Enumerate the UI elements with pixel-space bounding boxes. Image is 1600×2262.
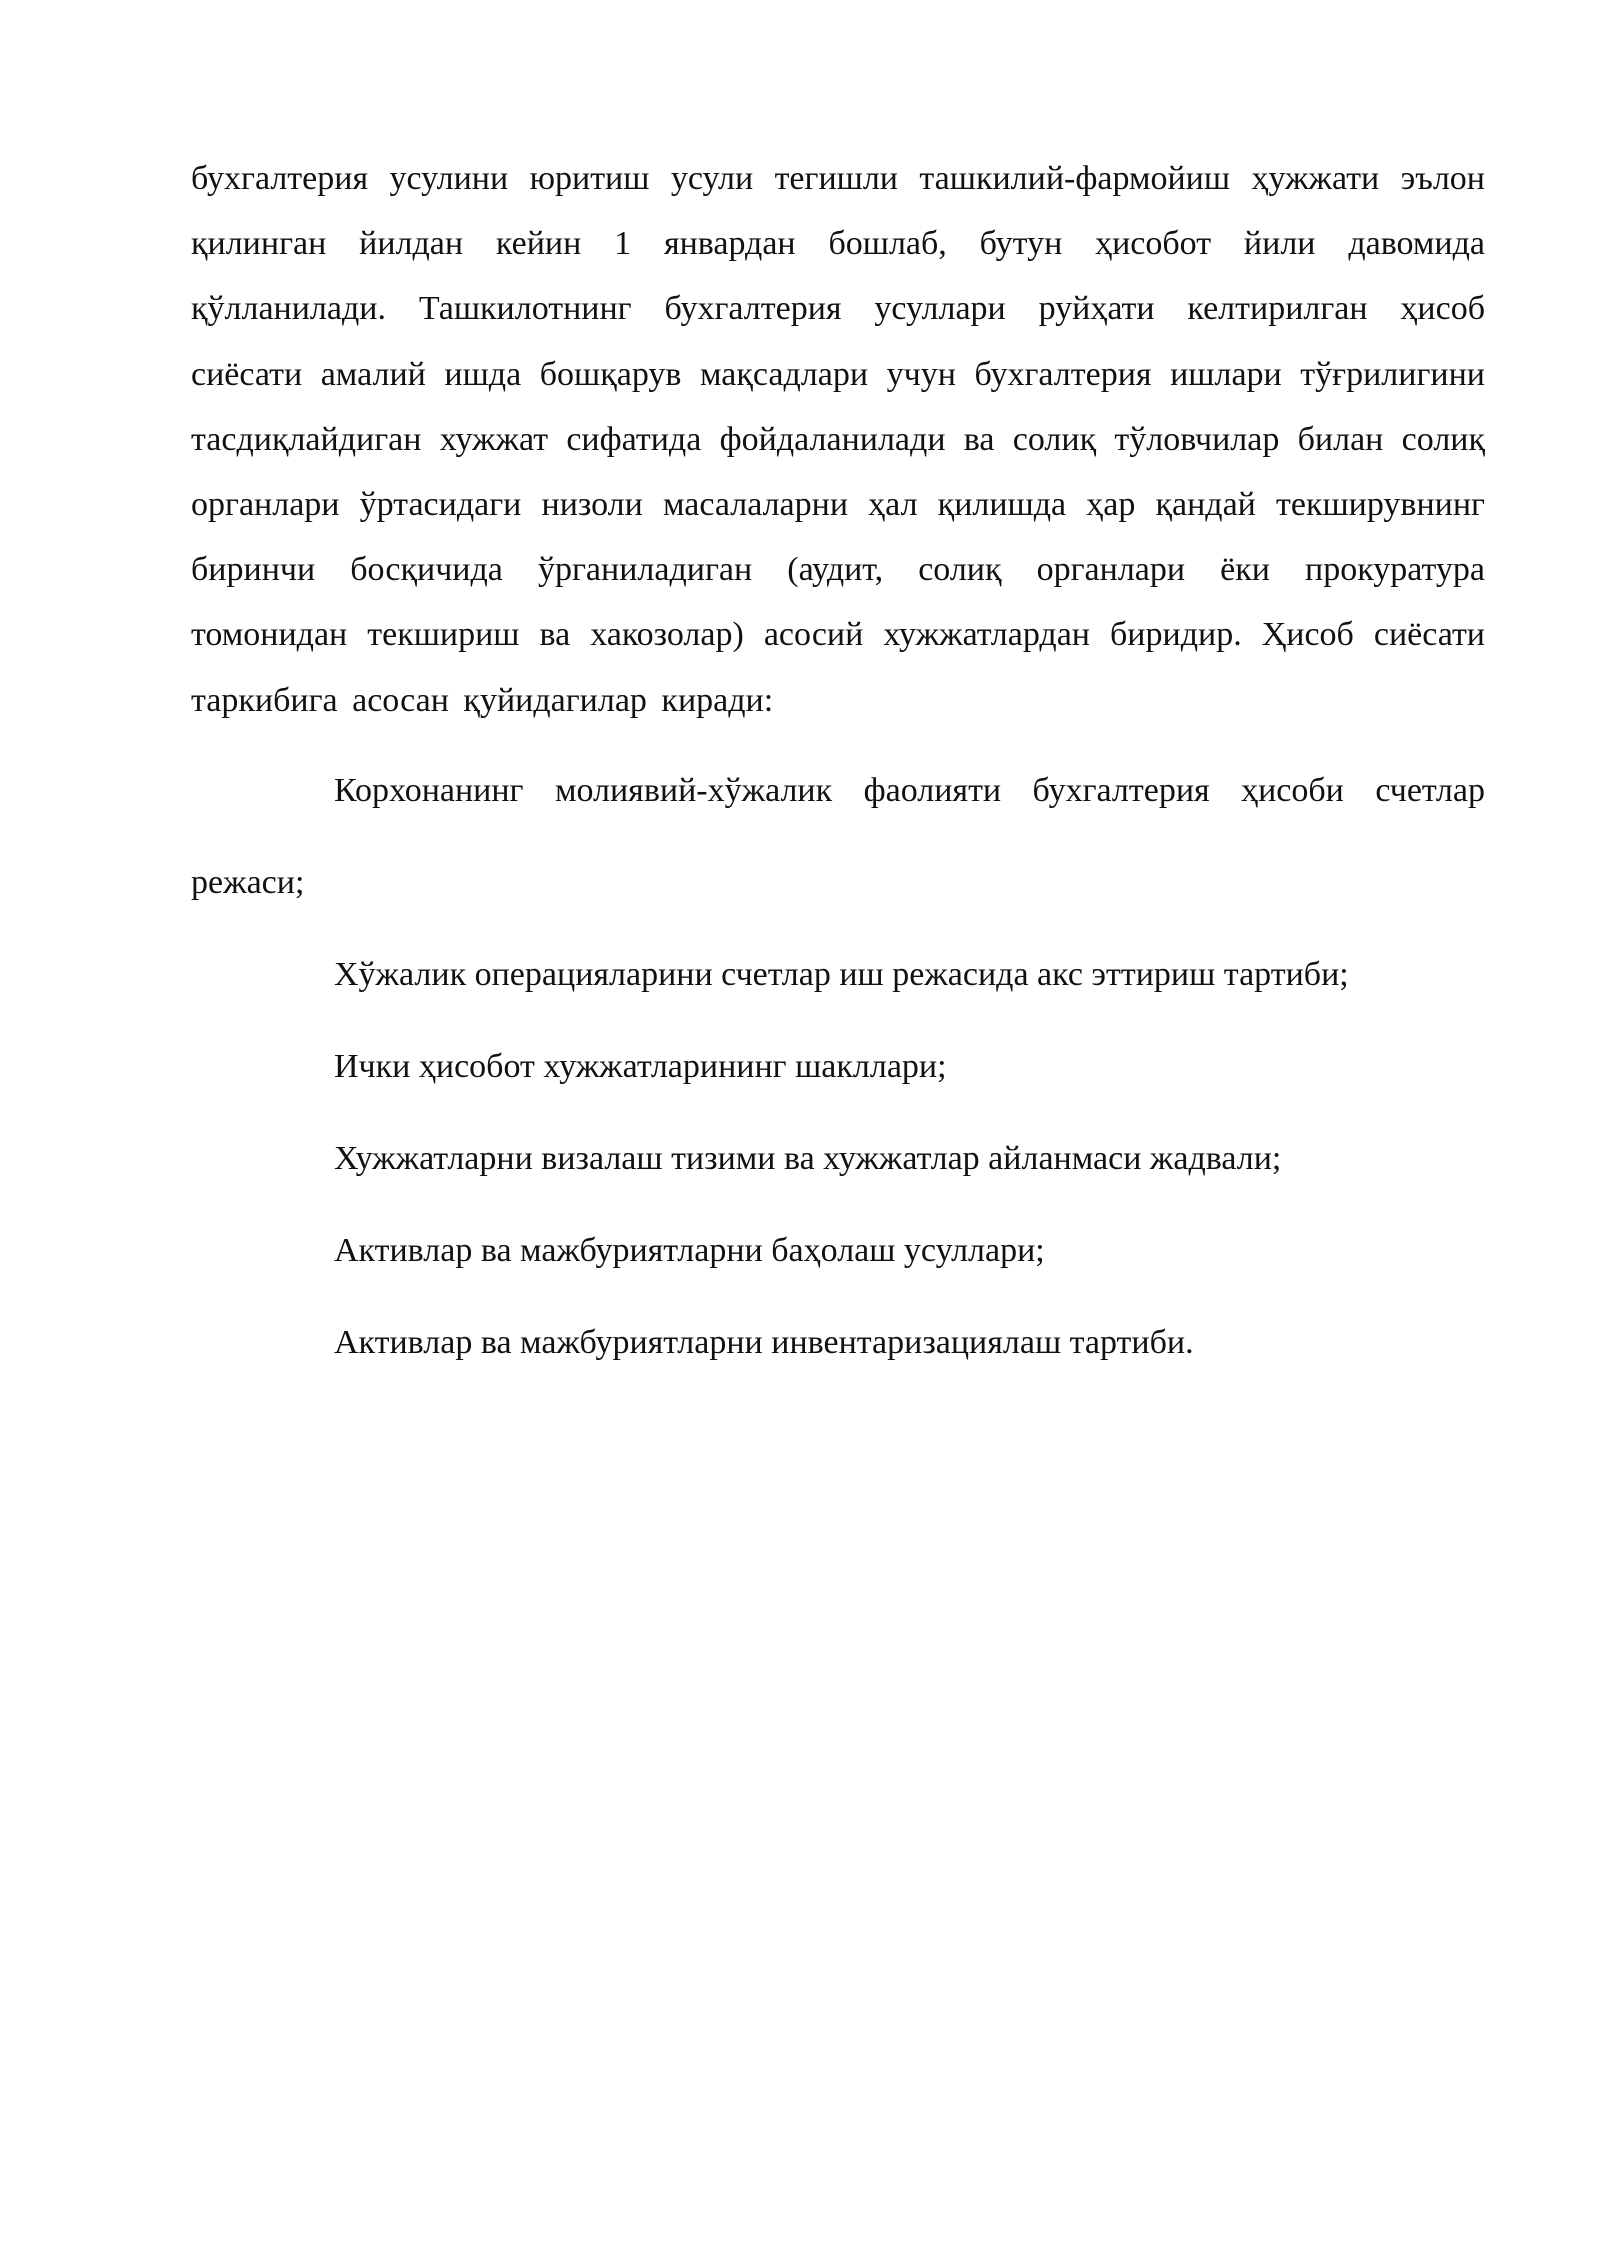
main-paragraph: бухгалтерия усулини юритиш усули тегишли ташкилий-фармойиш ҳужжати эълон қилинган йилдан кейин 1 январдан бошлаб, бутун ҳисобот йили давомида қўлланилади. Ташкилотнинг бухгалтерия усуллари руйҳати келтирилган ҳисоб сиёсати амалий ишда бошқарув мақсадлари учун бухгалтерия ишлари тўғрилигини тасдиқлайдиган хужжат сифатида фойдаланилади ва солиқ тўловчилар билан солиқ органлари ўртасидаги низоли масалаларни ҳал қилишда ҳар қандай текширувнинг биринчи босқичида ўрганиладиган (аудит, солиқ органлари ёки прокуратура томонидан текшириш ва хакозолар) асосий хужжатлардан биридир. Ҳисоб сиёсати таркибига асосан қуйидагилар киради: [191,160,1485,719]
list-item-report-forms: Ички ҳисобот хужжатларининг шакллари; [334,1047,947,1085]
list-item-valuation-methods: Активлар ва мажбуриятларни баҳолаш усуллари; [334,1231,1045,1269]
document-body [191,146,1485,1389]
list-item-document-flow: Хужжатларни визалаш тизими ва хужжатлар айланмаси жадвали; [334,1139,1282,1177]
list-item-operations-order: Хўжалик операцияларини счетлар иш режасида акс эттириш тартиби; [334,955,1349,993]
list-item-inventory-order: Активлар ва мажбуриятларни инвентаризациялаш тартиби. [334,1323,1194,1361]
list-item-accounts-plan: Корхонанинг молиявий-хўжалик фаолияти бухгалтерия ҳисоби счетлар режаси; [191,771,1485,901]
